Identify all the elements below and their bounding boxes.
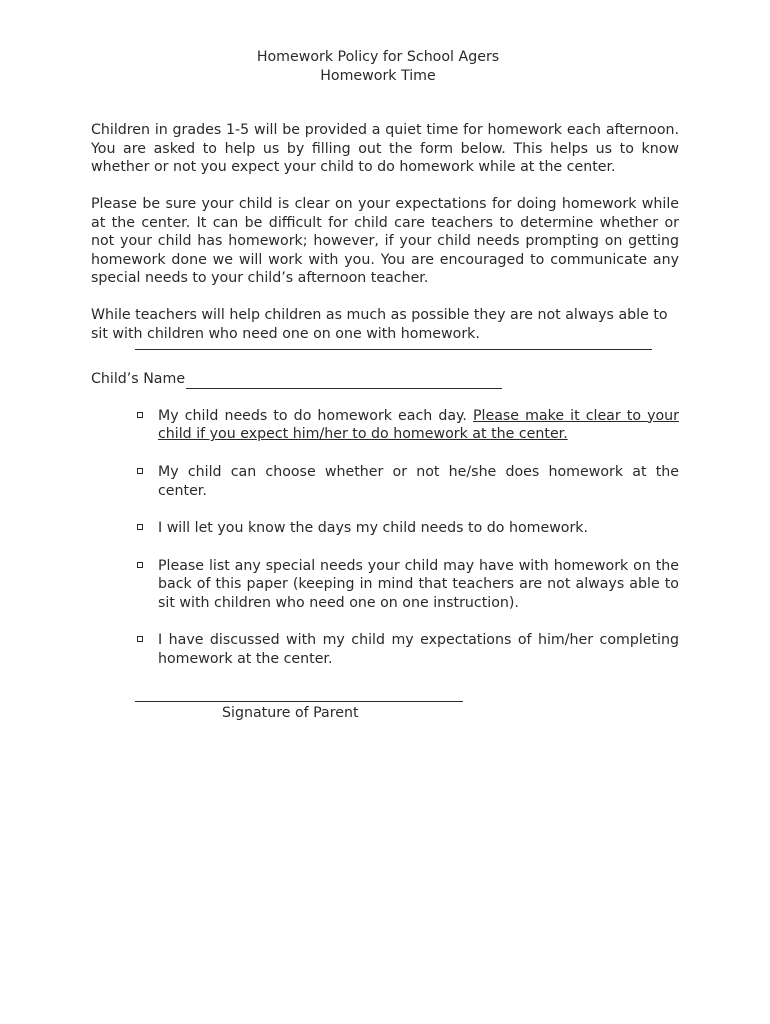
signature-field[interactable] [135,693,463,702]
option-child-chooses [91,463,679,500]
option-special-needs [91,557,679,613]
option-text: I will let you know the days my child needs to do homework. [158,520,589,537]
separator-line [135,343,652,350]
option-parent-informs [91,519,679,538]
child-name-field[interactable] [186,373,502,389]
option-text: My child can choose whether or not he/she does homework at the center. [158,463,679,499]
signature-block [135,693,679,723]
signature-label: Signature of Parent [222,704,359,721]
document-page [91,48,679,722]
child-name-row [91,370,679,389]
checkbox-icon[interactable] [137,412,143,418]
option-underlined-text: Please make it clear to your child if you expect him/her to do homework at the center. [158,407,679,443]
checkbox-icon[interactable] [137,524,143,530]
child-name-label: Child’s Name [91,371,186,388]
checkbox-icon[interactable] [137,562,143,568]
option-daily-homework [91,407,679,444]
checkbox-icon[interactable] [137,636,143,642]
homework-options-list [91,407,679,669]
title-block [91,48,665,85]
intro-paragraph: Children in grades 1-5 will be provided a quiet time for homework each afternoon. You are asked to help us by filling out the form below. This helps us to know whether or not you expect your child to do homework while at the center. [91,122,679,176]
checkbox-icon[interactable] [137,468,143,474]
document-subtitle: Homework Time [320,67,436,84]
option-discussed-expectations [91,631,679,668]
option-text: Please list any special needs your child may have with homework on the back of this paper (keeping in mind that teachers are not always able to sit with children who need one on one instruction). [158,557,679,611]
document-title: Homework Policy for School Agers [256,49,500,65]
option-text: I have discussed with my child my expectations of him/her completing homework at the center. [158,632,679,668]
expectations-paragraph: Please be sure your child is clear on your expectations for doing homework while at the center. It can be difficult for child care teachers to determine whether or not your child has homework; however, if your child needs prompting on getting homework done we will work with you. You are encouraged to communicate any special needs to your child’s afternoon teacher. [91,195,679,287]
option-text: My child needs to do homework each day. [158,407,473,424]
teacher-help-paragraph: While teachers will help children as much as possible they are not always able to sit with children who need one on one with homework. [91,306,668,342]
